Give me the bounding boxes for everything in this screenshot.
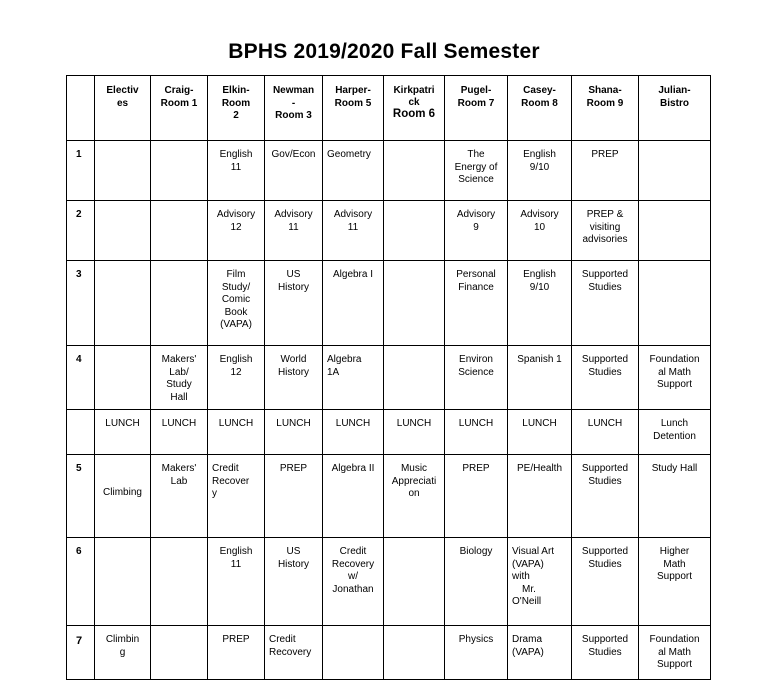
header-cell: Pugel- Room 7 [445,76,508,141]
table-cell: PREP [572,141,639,201]
table-cell [95,538,151,626]
header-cell: Craig- Room 1 [151,76,208,141]
table-cell [151,141,208,201]
period-row [67,201,711,261]
table-cell [384,538,445,626]
period-row [67,346,711,410]
header-cell: Elkin- Room 2 [208,76,265,141]
table-cell: English 12 [208,346,265,410]
table-cell: Study Hall [639,455,711,538]
table-cell: PREP [208,626,265,680]
header-cell: Newman - Room 3 [265,76,323,141]
table-cell: Biology [445,538,508,626]
table-cell: Climbing [95,455,151,538]
table-cell [95,141,151,201]
table-cell: Algebra I [323,261,384,346]
table-cell [95,261,151,346]
table-cell: LUNCH [572,410,639,455]
header-cell: Electiv es [95,76,151,141]
table-cell: PE/Health [508,455,572,538]
table-cell [384,626,445,680]
period-number: 1 [67,141,95,201]
schedule-table [66,75,711,680]
table-cell: English 11 [208,538,265,626]
corner-cell [67,76,95,141]
table-cell [639,141,711,201]
table-cell [384,201,445,261]
table-cell [323,626,384,680]
table-cell: Lunch Detention [639,410,711,455]
table-cell: Foundation al Math Support [639,626,711,680]
table-cell: PREP [265,455,323,538]
page-title: BPHS 2019/2020 Fall Semester [228,40,540,63]
table-cell: Algebra 1A [323,346,384,410]
header-row [67,76,711,141]
table-cell: Supported Studies [572,261,639,346]
table-cell [384,261,445,346]
period-row [67,261,711,346]
table-cell: Geometry [323,141,384,201]
table-cell [95,346,151,410]
table-cell: Gov/Econ [265,141,323,201]
table-cell [639,201,711,261]
table-cell: Higher Math Support [639,538,711,626]
header-cell: Kirkpatri ck Room 6 [384,76,445,141]
table-cell: Film Study/ Comic Book (VAPA) [208,261,265,346]
table-cell: LUNCH [95,410,151,455]
table-cell [151,538,208,626]
period-row [67,455,711,538]
table-cell: LUNCH [323,410,384,455]
table-cell: Supported Studies [572,455,639,538]
table-cell: Drama (VAPA) [508,626,572,680]
table-cell: US History [265,538,323,626]
table-cell: English 9/10 [508,261,572,346]
table-cell: US History [265,261,323,346]
table-cell: Foundation al Math Support [639,346,711,410]
table-cell: Supported Studies [572,626,639,680]
period-number: 4 [67,346,95,410]
table-cell: Climbin g [95,626,151,680]
header-cell: Casey- Room 8 [508,76,572,141]
table-cell [95,201,151,261]
table-cell: LUNCH [151,410,208,455]
table-cell: Algebra II [323,455,384,538]
table-cell: Makers' Lab [151,455,208,538]
table-cell: The Energy of Science [445,141,508,201]
table-cell: PREP [445,455,508,538]
table-cell: Music Appreciati on [384,455,445,538]
table-cell: Physics [445,626,508,680]
table-cell: PREP & visiting advisories [572,201,639,261]
table-cell: Credit Recovery w/ Jonathan [323,538,384,626]
table-cell [384,346,445,410]
table-cell: LUNCH [508,410,572,455]
table-cell: Supported Studies [572,346,639,410]
period-number: 6 [67,538,95,626]
table-cell: Advisory 12 [208,201,265,261]
period-row [67,141,711,201]
table-cell: English 11 [208,141,265,201]
period-number: 2 [67,201,95,261]
table-cell [151,261,208,346]
header-cell: Harper- Room 5 [323,76,384,141]
table-cell: Advisory 11 [323,201,384,261]
table-cell [151,626,208,680]
table-cell: Credit Recover y [208,455,265,538]
table-cell: Advisory 11 [265,201,323,261]
table-cell: Makers' Lab/ Study Hall [151,346,208,410]
period-number: 7 [67,626,95,680]
table-cell: World History [265,346,323,410]
table-cell [639,261,711,346]
table-cell: Credit Recovery [265,626,323,680]
header-cell: Julian- Bistro [639,76,711,141]
period-number [67,410,95,455]
period-row [67,538,711,626]
table-cell [151,201,208,261]
period-number: 5 [67,455,95,538]
table-cell: Personal Finance [445,261,508,346]
table-cell: LUNCH [265,410,323,455]
lunch-row [67,410,711,455]
table-cell: LUNCH [384,410,445,455]
table-cell: LUNCH [445,410,508,455]
table-cell [384,141,445,201]
table-cell: Environ Science [445,346,508,410]
table-cell: Advisory 9 [445,201,508,261]
table-cell: Spanish 1 [508,346,572,410]
header-cell: Shana- Room 9 [572,76,639,141]
table-cell: Supported Studies [572,538,639,626]
period-row [67,626,711,680]
table-cell: Visual Art (VAPA) with Mr. O'Neill [508,538,572,626]
table-cell: LUNCH [208,410,265,455]
table-cell: English 9/10 [508,141,572,201]
period-number: 3 [67,261,95,346]
table-cell: Advisory 10 [508,201,572,261]
